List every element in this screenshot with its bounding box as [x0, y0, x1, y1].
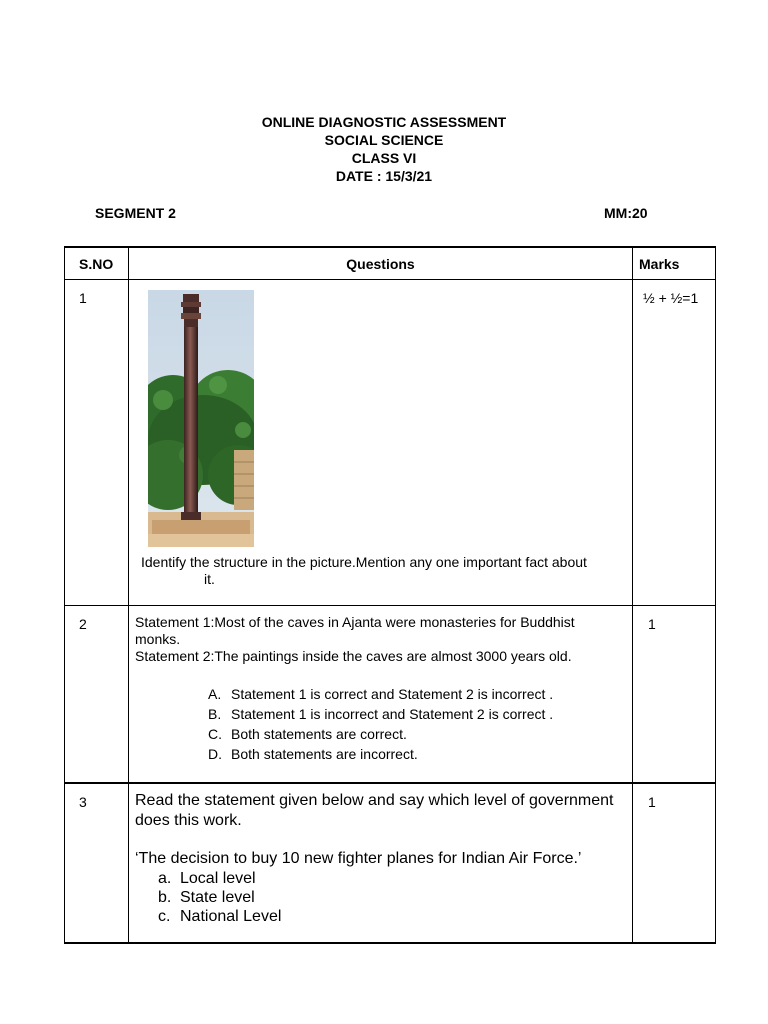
option-letter: D.	[208, 746, 222, 762]
table-row	[65, 606, 716, 784]
max-marks-label: MM:20	[604, 205, 648, 221]
question-table	[64, 246, 716, 944]
option-list	[135, 684, 632, 764]
option-text: Statement 1 is incorrect and Statement 2 is correct .	[231, 706, 554, 722]
option-item	[158, 869, 632, 888]
option-item	[208, 724, 632, 744]
header-title: ONLINE DIAGNOSTIC ASSESSMENT	[261, 114, 507, 130]
quoted-statement: ‘The decision to buy 10 new fighter planes for Indian Air Force.’	[135, 850, 582, 867]
segment-label: SEGMENT 2	[95, 205, 176, 221]
statement-line: Statement 1:Most of the caves in Ajanta were monasteries for Buddhist	[135, 614, 575, 630]
row-number: 1	[65, 280, 129, 606]
option-text: State level	[180, 889, 255, 906]
question-text	[141, 554, 632, 588]
option-list	[135, 869, 632, 926]
marks-cell: 1	[633, 606, 716, 784]
row-number: 3	[65, 783, 129, 943]
option-item	[158, 907, 632, 926]
marks-cell: ½ + ½=1	[633, 280, 716, 606]
question-line: does this work.	[135, 812, 242, 829]
question-cell	[129, 280, 633, 606]
option-item	[208, 684, 632, 704]
header-date: DATE : 15/3/21	[335, 168, 433, 184]
option-letter: a.	[158, 870, 172, 887]
statement-line: Statement 2:The paintings inside the caves are almost 3000 years old.	[135, 648, 572, 664]
question-cell	[129, 783, 633, 943]
option-item	[158, 888, 632, 907]
document-header	[0, 113, 768, 185]
question-line: Read the statement given below and say which level of government	[135, 792, 614, 809]
marks-cell: 1	[633, 783, 716, 943]
table-row	[65, 280, 716, 606]
row-number: 2	[65, 606, 129, 784]
option-letter: B.	[208, 706, 222, 722]
option-text: National Level	[180, 908, 282, 925]
option-letter: C.	[208, 726, 222, 742]
option-text: Both statements are incorrect.	[231, 746, 418, 762]
question-line: it.	[204, 571, 215, 587]
table-row	[65, 783, 716, 943]
option-letter: A.	[208, 686, 222, 702]
header-subject: SOCIAL SCIENCE	[324, 132, 444, 148]
option-text: Both statements are correct.	[231, 726, 407, 742]
header-sno: S.NO	[65, 247, 129, 280]
option-text: Statement 1 is correct and Statement 2 is incorrect .	[231, 686, 554, 702]
option-text: Local level	[180, 870, 256, 887]
header-questions: Questions	[129, 247, 633, 280]
option-item	[208, 744, 632, 764]
question-text	[129, 606, 632, 764]
option-letter: b.	[158, 889, 172, 906]
table-header-row	[65, 247, 716, 280]
question-line: Identify the structure in the picture.Mention any one important fact about	[141, 554, 587, 570]
header-class: CLASS VI	[351, 150, 417, 166]
option-item	[208, 704, 632, 724]
iron-pillar-image	[148, 290, 254, 547]
option-letter: c.	[158, 908, 171, 925]
question-text	[129, 784, 632, 926]
question-cell	[129, 606, 633, 784]
statement-line: monks.	[135, 631, 181, 647]
header-marks: Marks	[633, 247, 716, 280]
